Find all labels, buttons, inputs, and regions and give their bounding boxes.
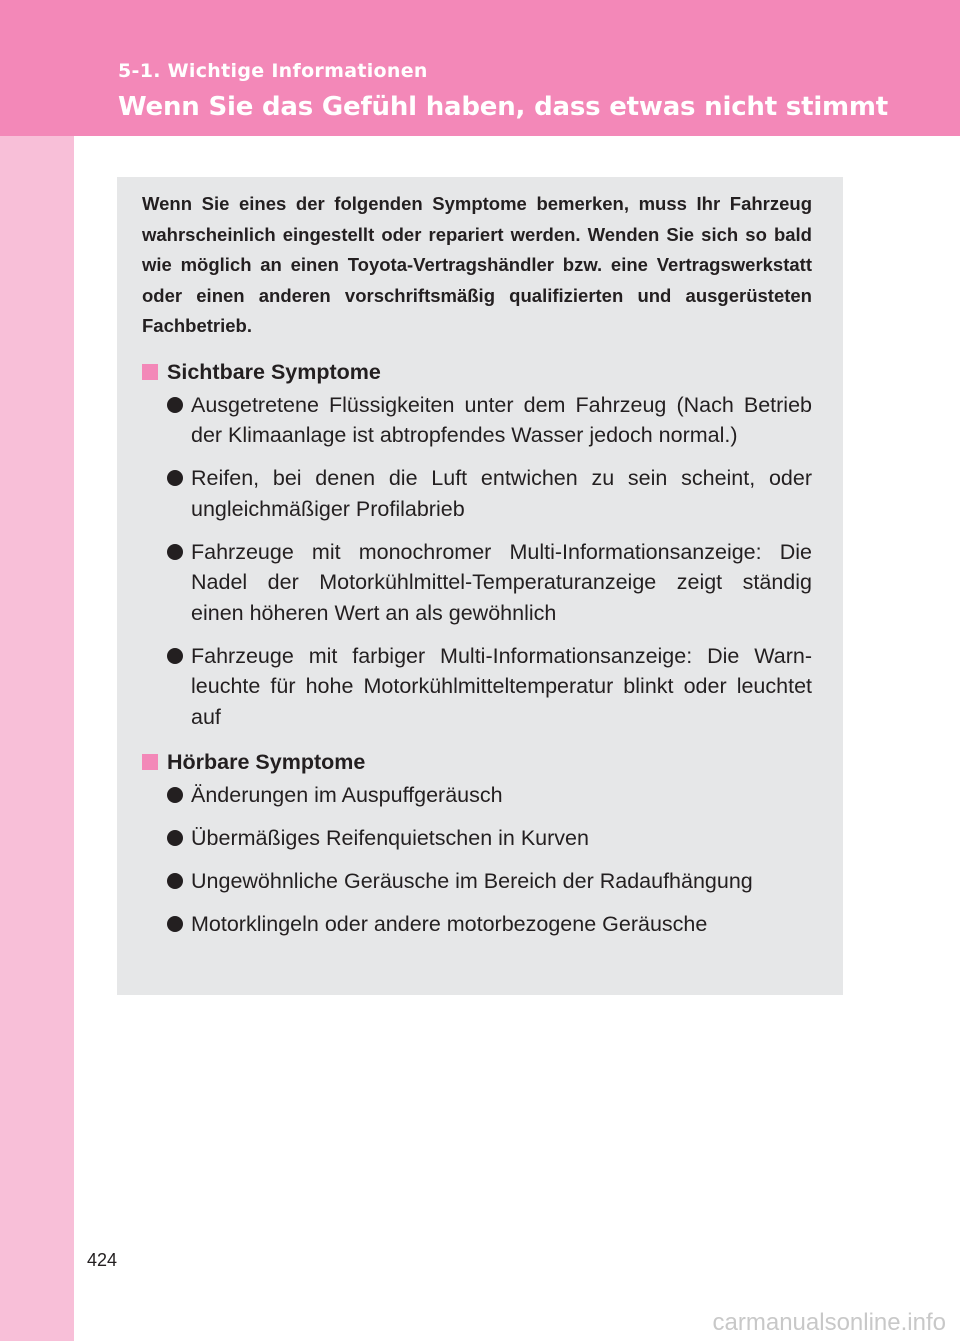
list-item-text: Fahrzeuge mit monochromer Multi-Informationsanzeige: Die Nadel der Motorkühlmittel-Temperaturanzeige zeigt ständig einen höheren Wert an als gewöhnlich xyxy=(191,539,812,625)
list-item xyxy=(142,641,812,733)
list-item-text: Fahrzeuge mit farbiger Multi-Informationsanzeige: Die Warnleuchte für hohe Motorkühlmitteltemperatur blinkt oder leuchtet auf xyxy=(191,643,812,729)
list-item-text: Motorklingeln oder andere motorbezogene Geräusche xyxy=(191,912,708,936)
bullet-icon xyxy=(167,648,183,664)
list-item xyxy=(142,780,812,811)
section-label: 5-1. Wichtige Informationen xyxy=(118,60,428,82)
list-item xyxy=(142,463,812,524)
list-item-text: Ausgetretene Flüssigkeiten unter dem Fahrzeug (Nach Betrieb der Klimaanlage ist abtropfendes Wasser jedoch normal.) xyxy=(191,392,812,447)
group-audible-symptoms xyxy=(142,747,812,940)
page-title: Wenn Sie das Gefühl haben, dass etwas nicht stimmt xyxy=(118,92,889,122)
list-item-text: Änderungen im Auspuffgeräusch xyxy=(191,783,503,807)
bullet-icon xyxy=(167,470,183,486)
side-color-strip xyxy=(0,0,74,1341)
bullet-icon xyxy=(167,397,183,413)
intro-paragraph: Wenn Sie eines der folgenden Symptome bemerken, muss Ihr Fahrzeug wahrscheinlich eingestellt oder repariert werden. Wenden Sie sich so bald wie möglich an einen Toyota-Vertragshändler bzw. eine Vertragswerkstatt oder einen anderen vorschriftsmäßig qualifizierten und ausgerüsteten Fachbetrieb. xyxy=(142,193,812,336)
symptom-list xyxy=(142,390,812,733)
group-heading-text: Sichtbare Symptome xyxy=(167,359,381,384)
list-item-text: Ungewöhnliche Geräusche im Bereich der Radaufhängung xyxy=(191,869,753,893)
watermark-text: carmanualsonline.info xyxy=(712,1309,946,1336)
list-item xyxy=(142,866,812,897)
page-number: 424 xyxy=(87,1250,118,1270)
list-item xyxy=(142,390,812,451)
pink-square-icon xyxy=(142,364,158,380)
bullet-icon xyxy=(167,787,183,803)
list-item xyxy=(142,537,812,629)
page-header xyxy=(0,0,960,136)
group-visible-symptoms xyxy=(142,357,812,733)
list-item-text: Übermäßiges Reifenquietschen in Kurven xyxy=(191,826,589,850)
bullet-icon xyxy=(167,916,183,932)
group-heading xyxy=(142,747,812,777)
group-heading-text: Hörbare Symptome xyxy=(167,750,366,774)
list-item xyxy=(142,909,812,940)
list-item-text: Reifen, bei denen die Luft entwichen zu sein scheint, oder ungleichmäßiger Profilabrieb xyxy=(191,466,812,521)
pink-square-icon xyxy=(142,754,158,770)
list-item xyxy=(142,823,812,854)
bullet-icon xyxy=(167,830,183,846)
bullet-icon xyxy=(167,873,183,889)
group-heading xyxy=(142,357,812,387)
bullet-icon xyxy=(167,544,183,560)
info-box xyxy=(117,177,843,995)
symptom-list xyxy=(142,780,812,940)
